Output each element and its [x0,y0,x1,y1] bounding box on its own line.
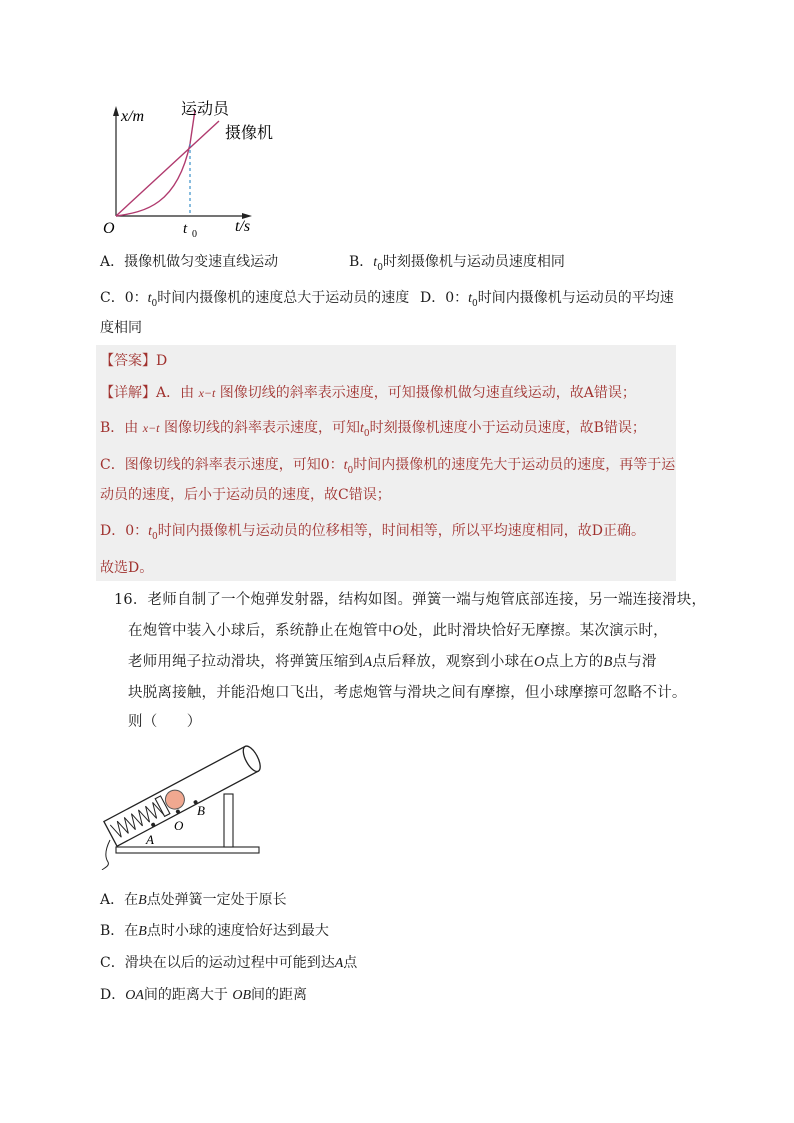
x-axis-label: t/s [235,218,251,235]
q16-option-a: A．在B点处弹簧一定处于原长 [100,892,287,908]
q16-option-b: B．在B点时小球的速度恰好达到最大 [100,923,329,939]
y-axis-label: x/m [121,108,145,125]
detail-line-d: D．0：$t_0$时间内摄像机与运动员的位移相等，时间相等，所以平均速度相同，故D正确。 [100,523,645,542]
q16-option-d: D．OA间的距离大于 OB间的距离 [100,987,308,1003]
t0-label: t [183,221,188,237]
camera-label: 摄像机 [225,125,274,142]
answer-label: 【答案】D [100,353,168,369]
detail-line-b: B．由 x−t 图像切线的斜率表示速度，可知$t_0$时刻摄像机速度小于运动员速度，故B错误； [100,420,646,439]
q16-line4: 块脱离接触，并能沿炮口飞出，考虑炮管与滑块之间有摩擦，但小球摩擦可忽略不计。 [128,685,687,701]
support-post [224,794,233,847]
q16-line3: 老师用绳子拉动滑块，将弹簧压缩到A点后释放，观察到小球在O点上方的B点与滑 [128,654,657,670]
origin-label: O [103,220,115,237]
camera-line [116,121,219,216]
q16-line5: 则（ ） [128,714,202,730]
rope [102,840,110,870]
option-b: B．$t_0$时刻摄像机与运动员速度相同 [349,254,565,273]
option-c: C．0：$t_0$时间内摄像机的速度总大于运动员的速度 [100,290,410,309]
q16-line1: 16．老师自制了一个炮弹发射器，结构如图。弹簧一端与炮管底部连接，另一端连接滑块， [114,592,707,608]
label-o: O [174,818,184,833]
q16-option-c: C．滑块在以后的运动过程中可能到达A点 [100,955,358,971]
athlete-label: 运动员 [181,101,230,118]
option-d-continued: 度相同 [100,320,142,336]
option-a: A．摄像机做匀变速直线运动 [100,254,279,270]
detail-line-a: 【详解】A．由 x−t 图像切线的斜率表示速度，可知摄像机做匀速直线运动，故A错误； [100,385,636,401]
athlete-curve [116,110,195,216]
t0-subscript: 0 [192,229,197,240]
answer-conclusion: 故选D。 [100,560,154,576]
label-b: B [197,803,205,818]
y-axis-arrow [113,106,119,116]
option-d: D．0：$t_0$时间内摄像机与运动员的平均速 [420,290,674,309]
cannon-diagram [96,740,271,870]
barrel [104,744,264,847]
detail-line-c-cont: 动员的速度，后小于运动员的速度，故C错误； [100,487,391,503]
q16-line2: 在炮管中装入小球后，系统静止在炮管中O处，此时滑块恰好无摩擦。某次演示时， [128,623,668,639]
label-a: A [146,832,154,847]
detail-line-c: C．图像切线的斜率表示速度，可知0：$t_0$时间内摄像机的速度先大于运动员的速度，再等于运 [100,457,676,476]
base-plate [116,847,259,853]
xt-graph [95,90,295,240]
